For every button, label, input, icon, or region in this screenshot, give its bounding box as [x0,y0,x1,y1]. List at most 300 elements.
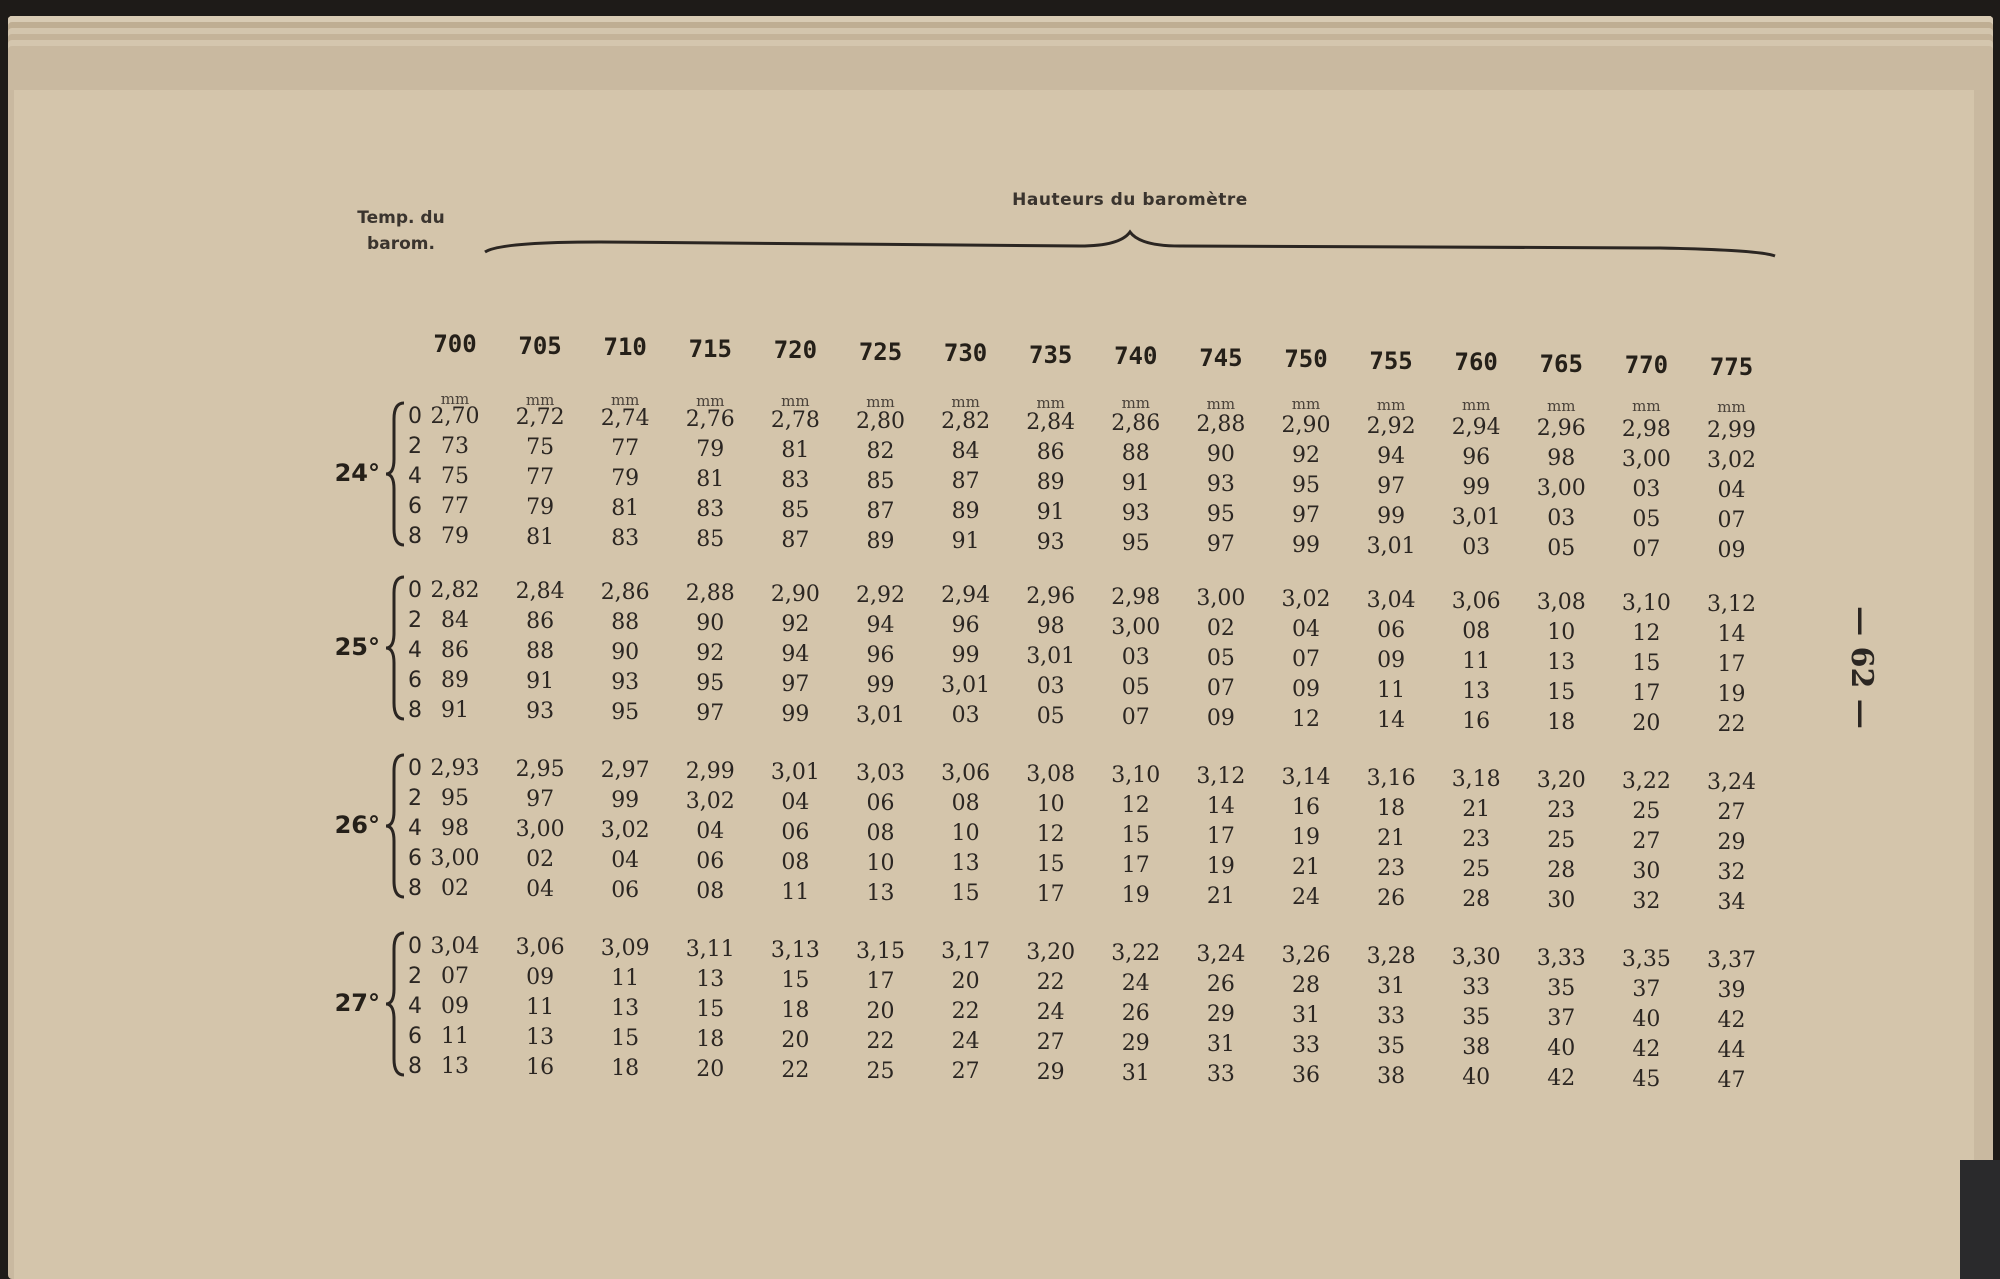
table-cell: 31 [1206,1032,1235,1058]
table-cell: 31 [1121,1061,1150,1087]
table-cell: 94 [1377,443,1406,469]
table-cell: 28 [1292,973,1320,998]
table-cell: 16 [1462,708,1491,734]
table-cell: 14 [1717,621,1746,647]
table-cell: 11 [1377,677,1406,703]
table-cell: 42 [1632,1036,1661,1062]
table-cell: 96 [951,613,980,639]
table-cell: 21 [1206,884,1235,910]
table-cell: 86 [526,608,555,634]
table-cell: 98 [441,816,469,841]
table-cell: 93 [1121,501,1150,527]
table-cell: 3,30 [1451,944,1501,970]
sub-temperature: 2 [408,964,422,989]
column-header: 710 [603,333,647,361]
table-cell: 3,01 [1451,504,1501,530]
sub-temperature: 0 [408,404,422,429]
table-cell: 12 [1121,793,1150,819]
table-cell: 3,01 [770,759,820,785]
table-cell: 2,96 [1536,415,1586,441]
sub-temperature: 6 [408,668,422,693]
table-cell: 29 [1206,1002,1235,1028]
table-cell: 09 [1292,677,1320,702]
table-cell: 99 [1462,474,1491,500]
table-cell: 06 [611,877,640,903]
sub-temperature: 8 [408,524,422,549]
table-cell: 38 [1462,1034,1491,1060]
table-cell: 25 [866,1058,895,1084]
column-header: 760 [1454,348,1498,376]
table-cell: 29 [1121,1031,1150,1057]
table-cell: 04 [696,818,725,844]
table-cell: 94 [866,612,895,638]
table-cell: 99 [1292,533,1320,558]
table-cell: 09 [526,964,555,990]
table-cell: 2,92 [1366,413,1416,439]
table-cell: 82 [866,438,895,464]
sub-temperature: 4 [408,464,422,489]
table-cell: 06 [866,790,895,816]
table-cell: 05 [1036,704,1065,730]
table-cell: 87 [866,498,895,524]
table-cell: 3,20 [1536,767,1586,793]
table-cell: 04 [1717,477,1746,503]
table-cell: 28 [1547,857,1576,883]
column-header: 715 [688,334,732,363]
table-cell: 18 [611,1055,640,1081]
table-cell: 44 [1717,1037,1746,1063]
table-cell: 08 [781,849,810,875]
table-cell: 79 [696,436,725,462]
table-cell: 32 [1717,859,1746,885]
table-cell: 98 [1036,614,1065,640]
table-cell: 11 [611,965,640,991]
column-header: 725 [858,337,903,366]
temperature-label: 27° [334,989,380,1017]
table-cell: 40 [1632,1006,1661,1032]
table-cell: 29 [1717,829,1746,855]
table-cell: 04 [611,847,640,873]
table-cell: 35 [1377,1033,1406,1059]
table-cell: 13 [1462,678,1491,704]
table-cell: 09 [1206,706,1235,732]
table-cell: 95 [441,786,469,811]
unit-label: mm [1547,396,1576,415]
table-cell: 3,24 [1196,942,1246,968]
table-cell: 38 [1377,1063,1406,1089]
table-cell: 20 [1632,710,1661,736]
column-header: 705 [518,331,562,360]
table-cell: 23 [1462,826,1491,852]
table-cell: 91 [1036,500,1065,526]
table-cell: 13 [951,851,980,877]
table-cell: 08 [866,820,895,846]
table-cell: 77 [611,435,640,461]
sub-temperature: 0 [408,934,422,959]
unit-label: mm [610,391,640,409]
table-cell: 22 [1717,711,1746,737]
table-cell: 20 [866,998,895,1024]
table-cell: 81 [781,437,810,463]
table-cell: 11 [1462,648,1491,674]
table-cell: 2,96 [1026,584,1076,610]
table-cell: 15 [1036,852,1065,878]
unit-label: mm [1717,397,1746,416]
table-cell: 03 [1632,476,1661,502]
table-cell: 28 [1462,886,1491,912]
table-cell: 3,04 [430,934,480,959]
table-cell: 3,13 [770,937,820,963]
table-cell: 07 [441,964,469,989]
table-cell: 18 [1377,795,1406,821]
temperature-label: 25° [334,633,380,661]
table-cell: 3,37 [1707,947,1756,973]
table-cell: 3,01 [1366,533,1416,559]
table-cell: 3,02 [600,817,650,843]
table-cell: 15 [696,996,725,1022]
table-cell: 29 [1036,1060,1065,1086]
table-cell: 97 [1377,473,1406,499]
table-cell: 3,08 [1536,589,1586,615]
unit-label: mm [440,390,470,408]
table-cell: 31 [1292,1003,1320,1028]
table-cell: 83 [781,467,810,493]
table-cell: 89 [866,528,895,554]
table-cell: 91 [441,698,469,723]
table-cell: 21 [1462,796,1491,822]
table-cell: 34 [1717,889,1746,915]
column-header: 700 [433,330,477,358]
table-cell: 33 [1462,974,1491,1000]
table-cell: 3,35 [1621,946,1671,972]
table-cell: 2,74 [600,405,650,431]
table-cell: 3,10 [1621,590,1671,616]
table-cell: 2,86 [600,579,650,605]
table-cell: 3,08 [1026,762,1076,788]
table-cell: 36 [1292,1063,1320,1088]
table-cell: 13 [611,995,640,1021]
unit-label: mm [1206,394,1236,413]
table-cell: 39 [1717,977,1746,1003]
table-cell: 3,28 [1366,943,1416,969]
table-cell: 99 [866,672,895,698]
table-cell: 02 [526,846,555,872]
table-cell: 35 [1462,1004,1491,1030]
table-cell: 75 [441,464,469,489]
table-cell: 97 [1206,532,1235,558]
sub-temperature: 6 [408,1024,422,1049]
table-cell: 99 [1377,503,1406,529]
table-cell: 08 [951,791,980,817]
table-cell: 24 [1121,971,1150,997]
table-cell: 23 [1377,855,1406,881]
table-cell: 14 [1377,707,1406,733]
table-cell: 3,00 [1111,615,1161,641]
column-header: 740 [1114,342,1158,370]
column-header: 720 [773,336,818,364]
column-header: 775 [1709,352,1754,381]
table-cell: 09 [441,994,469,1019]
table-cell: 05 [1547,535,1576,561]
table-cell: 17 [1717,651,1746,677]
table-cell: 17 [1206,824,1235,850]
table-cell: 83 [696,496,725,522]
sub-temperature: 2 [408,786,422,811]
table-cell: 16 [526,1054,555,1080]
column-header: 755 [1369,346,1413,375]
table-cell: 3,18 [1451,766,1501,792]
table-cell: 13 [1547,649,1576,675]
table-cell: 89 [441,668,469,693]
table-cell: 33 [1292,1033,1320,1058]
table-cell: 97 [781,671,810,697]
table-cell: 2,90 [770,581,820,607]
table-cell: 95 [696,670,725,696]
unit-label: mm [781,392,810,410]
table-cell: 91 [951,529,980,555]
table-cell: 3,14 [1281,765,1331,790]
table-cell: 20 [951,969,980,995]
sub-temperature: 8 [408,698,422,723]
table-cell: 85 [781,497,810,523]
table-cell: 93 [1206,472,1235,498]
table-cell: 84 [441,608,469,633]
table-cell: 05 [1632,506,1661,532]
table-cell: 3,12 [1707,591,1756,617]
table-cell: 03 [1547,505,1576,531]
table-cell: 08 [696,878,725,904]
table-cell: 30 [1547,887,1576,913]
table-cell: 10 [1036,792,1065,818]
table-cell: 04 [526,876,555,902]
table-cell: 17 [1036,882,1065,908]
table-cell: 03 [951,703,980,729]
barometer-heights-title: Hauteurs du baromètre [1012,190,1248,210]
table-cell: 86 [441,638,469,663]
table-cell: 37 [1547,1005,1576,1031]
table-cell: 24 [1036,1000,1065,1026]
table-cell: 13 [866,880,895,906]
column-header: 770 [1624,351,1669,379]
table-cell: 96 [1462,444,1491,470]
table-cell: 93 [1036,530,1065,556]
table-cell: 17 [1121,853,1150,879]
table-cell: 3,00 [1536,475,1586,501]
table-cell: 81 [526,524,555,550]
table-cell: 2,80 [856,408,905,434]
table-cell: 26 [1206,972,1235,998]
table-cell: 21 [1377,825,1406,851]
column-header: 730 [943,339,988,367]
table-cell: 93 [611,669,640,695]
table-cell: 3,00 [1196,586,1246,612]
table-cell: 2,84 [1026,410,1076,436]
table-cell: 88 [611,609,640,635]
table-cell: 3,01 [856,702,905,728]
table-cell: 15 [781,967,810,993]
table-cell: 99 [611,787,640,813]
table-cell: 45 [1632,1066,1661,1092]
table-cell: 05 [1206,646,1235,672]
table-cell: 26 [1121,1001,1150,1027]
table-cell: 31 [1377,973,1406,999]
table-cell: 03 [1036,674,1065,700]
table-cell: 06 [1377,617,1406,643]
table-cell: 85 [696,526,725,552]
unit-label: mm [1121,394,1151,412]
table-cell: 25 [1462,856,1491,882]
table-cell: 18 [781,997,810,1023]
sub-temperature: 4 [408,816,422,841]
table-cell: 2,76 [685,406,735,432]
table-cell: 87 [951,469,980,495]
table-cell: 10 [1547,619,1576,645]
table-cell: 2,99 [1707,417,1756,443]
table-cell: 2,90 [1281,413,1331,438]
table-cell: 89 [1036,470,1065,496]
unit-label: mm [1291,395,1321,413]
temperature-column-header: Temp. du barom. [357,208,445,254]
sub-temperature: 8 [408,876,422,901]
table-cell: 2,78 [770,407,820,433]
table-cell: 3,17 [941,939,991,965]
table-cell: 97 [1292,503,1320,528]
table-cell: 19 [1206,854,1235,880]
table-cell: 22 [1036,970,1065,996]
table-cell: 19 [1121,883,1150,909]
table-cell: 33 [1377,1003,1406,1029]
table-cell: 3,04 [1366,587,1416,613]
sub-temperature: 4 [408,638,422,663]
table-cell: 92 [696,640,725,666]
table-cell: 84 [951,439,980,465]
table-cell: 24 [1292,885,1320,910]
table-cell: 2,95 [515,756,565,782]
table-cell: 2,88 [685,580,735,606]
table-cell: 03 [1462,534,1491,560]
table-cell: 40 [1462,1064,1491,1090]
sub-temperature: 6 [408,846,422,871]
table-cell: 20 [781,1027,810,1053]
table-cell: 22 [951,999,980,1025]
column-header: 765 [1539,349,1583,378]
sub-temperature: 0 [408,578,422,603]
table-cell: 99 [951,643,980,669]
sub-temperature: 4 [408,994,422,1019]
table-cell: 3,06 [941,761,991,787]
table-cell: 15 [611,1025,640,1051]
table-cell: 79 [441,524,469,549]
table-cell: 12 [1632,620,1661,646]
table-cell: 10 [951,821,980,847]
table-cell: 2,98 [1621,416,1671,442]
temperature-label: 24° [334,459,380,487]
table-cell: 2,98 [1111,585,1161,611]
table-cell: 17 [1632,680,1661,706]
unit-label: mm [866,392,895,411]
unit-label: mm [1376,395,1406,414]
table-cell: 13 [526,1024,555,1050]
table-cell: 09 [1717,537,1746,563]
table-cell: 3,22 [1111,941,1161,967]
table-cell: 15 [1632,650,1661,676]
table-cell: 30 [1632,858,1661,884]
table-cell: 3,11 [685,936,735,962]
table-cell: 22 [781,1057,810,1083]
table-cell: 2,88 [1196,412,1246,438]
table-cell: 13 [441,1054,469,1079]
table-cell: 21 [1292,855,1320,880]
table-cell: 19 [1292,825,1320,850]
table-cell: 83 [611,525,640,551]
table-cell: 27 [1036,1030,1065,1056]
table-cell: 12 [1292,707,1320,732]
table-cell: 3,03 [856,760,905,786]
table-cell: 04 [1292,617,1320,642]
table-cell: 90 [1206,442,1235,468]
table-cell: 07 [1717,507,1746,533]
table-cell: 2,70 [430,404,480,429]
table-cell: 3,02 [685,788,735,814]
table-cell: 27 [1632,828,1661,854]
table-cell: 15 [951,881,980,907]
header-brace [480,212,1780,262]
table-cell: 86 [1036,440,1065,466]
table-cell: 13 [696,966,725,992]
table-cell: 37 [1632,976,1661,1002]
table-cell: 92 [781,611,810,637]
table-cell: 27 [951,1059,980,1085]
table-cell: 32 [1632,888,1661,914]
table-cell: 3,22 [1621,768,1671,794]
table-cell: 96 [866,642,895,668]
table-cell: 15 [1121,823,1150,849]
table-cell: 85 [866,468,895,494]
table-cell: 02 [1206,616,1235,642]
sub-temperature: 2 [408,608,422,633]
table-cell: 02 [441,876,469,901]
table-cell: 95 [1121,531,1150,557]
table-cell: 3,10 [1111,763,1161,789]
table-cell: 95 [1206,502,1235,528]
table-cell: 97 [526,786,555,812]
table-cell: 88 [1121,441,1150,467]
table-cell: 90 [611,639,640,665]
table-cell: 07 [1206,676,1235,702]
table-cell: 2,97 [600,757,650,783]
table-cell: 12 [1036,822,1065,848]
table-cell: 03 [1121,645,1150,671]
table-cell: 3,33 [1536,945,1586,971]
table-cell: 73 [441,434,469,459]
table-cell: 35 [1547,975,1576,1001]
table-cell: 42 [1547,1065,1576,1091]
table-cell: 09 [1377,647,1406,673]
table-cell: 2,93 [430,756,480,781]
table-cell: 95 [611,699,640,725]
table-cell: 3,02 [1707,447,1756,473]
table-cell: 3,00 [515,816,565,842]
table-cell: 3,00 [1621,446,1671,472]
table-cell: 07 [1632,536,1661,562]
table-cell: 19 [1717,681,1746,707]
table-cell: 07 [1292,647,1320,672]
table-cell: 97 [696,700,725,726]
table-cell: 10 [866,850,895,876]
table-cell: 81 [611,495,640,521]
table-cell: 33 [1206,1062,1235,1088]
table-cell: 2,86 [1111,411,1161,437]
